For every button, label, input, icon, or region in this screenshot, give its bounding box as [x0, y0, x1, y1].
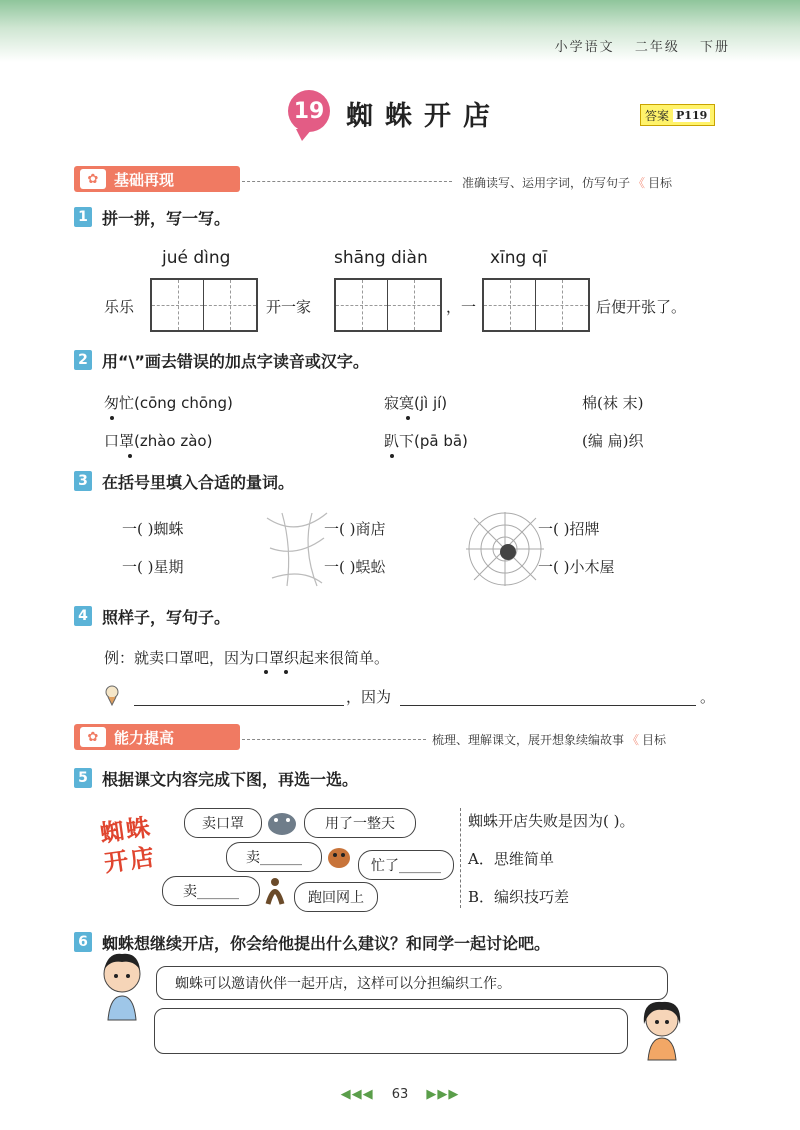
flow-bubble: 卖口罩 — [184, 808, 262, 838]
pinyin-prompt: shāng diàn — [334, 248, 428, 268]
goal-chevron-icon: 《 — [627, 733, 640, 747]
animal-icon — [322, 840, 356, 872]
girl-avatar — [636, 996, 688, 1062]
section-banner-basic — [74, 166, 240, 192]
section-title: 基础再现 — [114, 170, 175, 189]
writing-cell[interactable] — [152, 280, 204, 330]
question-number: 4 — [74, 606, 92, 626]
pinyin-prompt: xīng qī — [490, 248, 548, 268]
example-sentence: 例：就卖口罩吧，因为口罩织起来很简单。 — [104, 649, 390, 667]
sentence-part: 。 — [700, 688, 716, 706]
centipede-icon — [260, 874, 290, 910]
flow-bubble: 跑回网上 — [294, 882, 378, 912]
goal-label: 目标 — [642, 733, 667, 747]
pronunciation-item: 匆忙(cōng chōng) — [104, 394, 233, 412]
goal-label: 目标 — [648, 176, 673, 190]
question-title: 在括号里填入合适的量词。 — [102, 473, 295, 492]
spider-shop-art-title: 蜘蛛开店 — [98, 812, 158, 878]
flow-bubble[interactable]: 卖______ — [226, 842, 322, 872]
lesson-title: 蜘蛛开店 — [346, 101, 502, 132]
sentence-part: ，一 — [446, 298, 477, 316]
writing-cell[interactable] — [336, 280, 388, 330]
breadcrumb — [541, 36, 730, 55]
section-divider — [242, 739, 426, 740]
emphasis-dot — [128, 454, 132, 458]
emphasis-dot — [406, 416, 410, 420]
sentence-part: 开一家 — [266, 298, 312, 316]
goal-text: 梳理、理解课文，展开想象续编故事 — [432, 733, 625, 747]
choice-option-a[interactable]: A．思维简单 — [468, 850, 554, 868]
writing-grid[interactable] — [334, 278, 442, 332]
answer-blank[interactable] — [134, 704, 344, 706]
question-title: 根据课文内容完成下图，再选一选。 — [102, 770, 359, 789]
flow-bubble[interactable]: 卖______ — [162, 876, 260, 906]
web-sketch-illustration — [262, 508, 332, 588]
lesson-number-badge: 19 — [288, 90, 330, 132]
crumb-grade: 二年级 — [634, 40, 680, 55]
flow-bubble: 用了一整天 — [304, 808, 416, 838]
question-number: 5 — [74, 768, 92, 788]
answer-speech-bubble[interactable] — [154, 1008, 628, 1054]
example-speech-bubble: 蜘蛛可以邀请伙伴一起开店，这样可以分担编织工作。 — [156, 966, 668, 1000]
measure-word-item: 一( )商店 — [324, 520, 386, 538]
character-item: (编 扁)织 — [582, 432, 644, 450]
question-number: 1 — [74, 207, 92, 227]
question-title: 用“\”画去错误的加点字读音或汉字。 — [102, 352, 369, 371]
emphasis-dot — [264, 670, 268, 674]
question-title: 拼一拼，写一写。 — [102, 209, 231, 228]
section-goal — [432, 731, 666, 748]
choice-question: 蜘蛛开店失败是因为( )。 — [468, 812, 635, 830]
pronunciation-item: 寂寞(jì jí) — [384, 394, 448, 412]
page-number: 63 — [391, 1087, 409, 1102]
measure-word-item: 一( )招牌 — [538, 520, 600, 538]
pronunciation-item: 口罩(zhào zào) — [104, 432, 213, 450]
writing-grid[interactable] — [150, 278, 258, 332]
emphasis-dot — [390, 454, 394, 458]
book-icon: ✿ — [80, 169, 106, 189]
measure-word-item: 一( )小木屋 — [538, 558, 615, 576]
right-arrows-icon: ▶▶▶ — [426, 1087, 460, 1102]
crumb-volume: 下册 — [699, 40, 730, 55]
question-number: 6 — [74, 932, 92, 952]
q5-divider — [460, 808, 461, 908]
measure-word-item: 一( )蜘蛛 — [122, 520, 184, 538]
crumb-subject: 小学语文 — [554, 40, 615, 55]
spider-web-illustration — [462, 508, 548, 590]
question-title: 蜘蛛想继续开店，你会给他提出什么建议？和同学一起讨论吧。 — [102, 934, 551, 953]
question-number: 3 — [74, 471, 92, 491]
question-number: 2 — [74, 350, 92, 370]
spider-icon — [500, 544, 516, 560]
pencil-hand-icon — [102, 684, 122, 706]
sentence-part: 后便开张了。 — [596, 298, 687, 316]
page-footer — [0, 1087, 800, 1102]
question-title: 照样子，写句子。 — [102, 608, 231, 627]
goal-chevron-icon: 《 — [633, 176, 646, 190]
measure-word-item: 一( )蜈蚣 — [324, 558, 386, 576]
sentence-part: 乐乐 — [104, 298, 135, 316]
writing-cell[interactable] — [204, 280, 256, 330]
book-icon: ✿ — [80, 727, 106, 747]
section-banner-advanced — [74, 724, 240, 750]
sentence-part: ，因为 — [346, 688, 392, 706]
writing-cell[interactable] — [536, 280, 588, 330]
hippo-icon — [264, 806, 300, 838]
choice-option-b[interactable]: B．编织技巧差 — [468, 888, 570, 906]
pinyin-prompt: jué dìng — [162, 248, 231, 268]
section-goal — [462, 174, 672, 191]
emphasis-dot — [284, 670, 288, 674]
left-arrows-icon: ◀◀◀ — [340, 1087, 374, 1102]
answer-label: 答案 — [645, 108, 670, 123]
writing-cell[interactable] — [484, 280, 536, 330]
section-divider — [242, 181, 452, 182]
emphasis-dot — [110, 416, 114, 420]
section-title: 能力提高 — [114, 728, 175, 747]
answer-reference-tag[interactable] — [640, 104, 715, 126]
answer-blank[interactable] — [400, 704, 696, 706]
goal-text: 准确读写、运用字词，仿写句子 — [462, 176, 631, 190]
boy-avatar — [98, 950, 146, 1022]
writing-cell[interactable] — [388, 280, 440, 330]
character-item: 棉(袜 末) — [582, 394, 644, 412]
answer-page: P119 — [673, 109, 710, 122]
writing-grid[interactable] — [482, 278, 590, 332]
flow-bubble[interactable]: 忙了______ — [358, 850, 454, 880]
measure-word-item: 一( )星期 — [122, 558, 184, 576]
pronunciation-item: 趴下(pā bā) — [384, 432, 468, 450]
